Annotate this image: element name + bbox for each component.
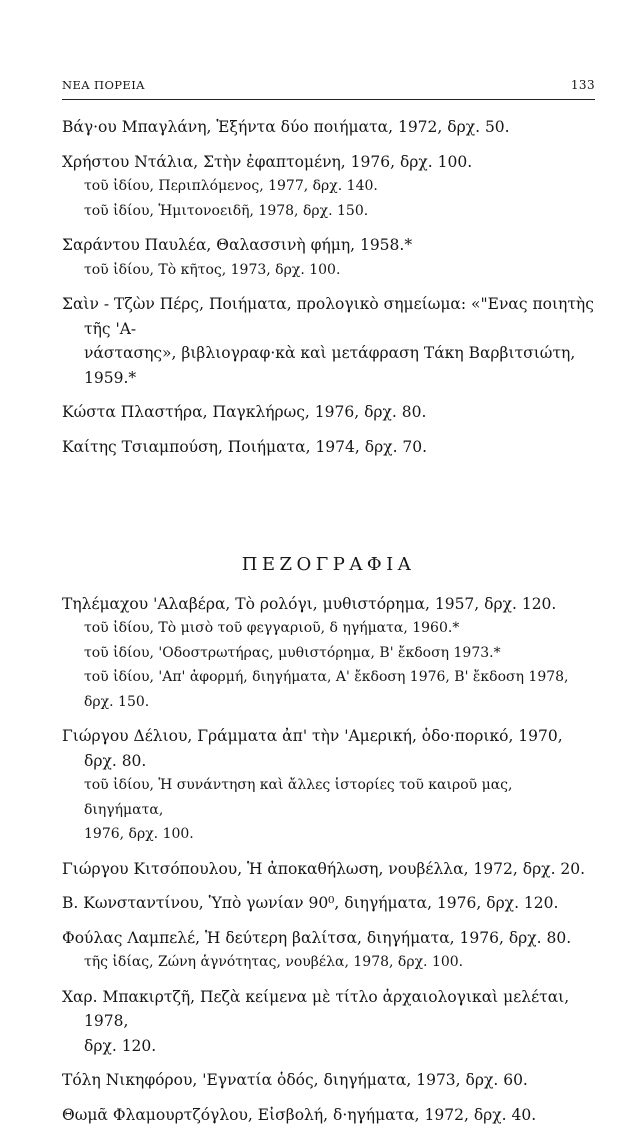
entry-line: Τηλέμαχου 'Αλαβέρα, Τὸ ρολόγι, μυθιστόρημα, 1957, δρχ. 120. bbox=[62, 595, 556, 613]
catalog-entry bbox=[62, 985, 595, 1059]
catalog-entry bbox=[62, 891, 595, 916]
entry-line: νάστασης», βιβλιογραφ·κὰ καὶ μετάφραση Τάκη Βαρβιτσιώτη, 1959.* bbox=[84, 344, 575, 387]
catalog-entry bbox=[62, 435, 595, 460]
entry-line: Θωμᾶ Φλαμουρτζόγλου, Εἰσβολή, δ·ηγήματα, 1972, δρχ. 40. bbox=[62, 1106, 536, 1124]
entry-main-text bbox=[62, 233, 595, 258]
entry-line: Κώστα Πλαστήρα, Παγκλήρως, 1976, δρχ. 80. bbox=[62, 403, 426, 421]
entry-sub-line: δρχ. 150. bbox=[62, 690, 595, 715]
entry-main-text bbox=[62, 891, 595, 916]
entry-main-text bbox=[62, 592, 595, 617]
running-header bbox=[62, 78, 595, 96]
entry-main-text bbox=[62, 985, 595, 1059]
catalog-entry bbox=[62, 592, 595, 715]
catalog-entry bbox=[62, 1103, 595, 1128]
entry-main-text bbox=[62, 1068, 595, 1093]
entry-line: Γιώργου Δέλιου, Γράμματα ἀπ' τὴν 'Αμερική, ὁδο·πορικό, 1970, δρχ. 80. bbox=[62, 727, 563, 770]
entry-sub-line: τοῦ ἰδίου, 'Οδοστρωτήρας, μυθιστόρημα, Β' ἔκδοση 1973.* bbox=[62, 641, 595, 666]
entry-line: δρχ. 120. bbox=[84, 1037, 156, 1055]
entry-main-text bbox=[62, 435, 595, 460]
entry-line: Σαὶν - Τζὼν Πέρς, Ποιήματα, προλογικὸ σημείωμα: «"Ενας ποιητὴς τῆς 'Α- bbox=[62, 295, 594, 338]
entry-sub-line: τοῦ ἰδίου, Τὸ κῆτος, 1973, δρχ. 100. bbox=[62, 258, 595, 283]
prose-list bbox=[62, 592, 595, 1137]
entry-sub-line: τοῦ ἰδίου, 'Απ' ἀφορμή, διηγήματα, Α' ἔκδοση 1976, Β' ἔκδοση 1978, bbox=[62, 665, 595, 690]
catalog-entry bbox=[62, 292, 595, 390]
entry-main-text bbox=[62, 857, 595, 882]
section-title-prose: ΠΕΖΟΓΡΑΦΙΑ bbox=[62, 553, 595, 578]
catalog-entry bbox=[62, 724, 595, 847]
catalog-entry bbox=[62, 1068, 595, 1093]
catalog-entry bbox=[62, 233, 595, 282]
catalog-entry bbox=[62, 857, 595, 882]
entry-sub-line: τοῦ ἰδίου, Τὸ μισὸ τοῦ φεγγαριοῦ, δ ηγήματα, 1960.* bbox=[62, 616, 595, 641]
entry-main-text bbox=[62, 1103, 595, 1128]
entry-line: Βάγ·ου Μπαγλάνη, Ἑξήντα δύο ποιήματα, 1972, δρχ. 50. bbox=[62, 118, 510, 136]
entry-line: Β. Κωνσταντίνου, Ὑπὸ γωνίαν 90⁰, διηγήματα, 1976, δρχ. 120. bbox=[62, 894, 558, 912]
entry-line: Σαράντου Παυλέα, Θαλασσινὴ φήμη, 1958.* bbox=[62, 236, 412, 254]
entry-line: Χαρ. Μπακιρτζῆ, Πεζὰ κείμενα μὲ τίτλο ἀρχαιολογικαὶ μελέται, 1978, bbox=[62, 988, 569, 1031]
entry-main-text bbox=[62, 150, 595, 175]
entry-sub-line: τοῦ ἰδίου, Ἡ συνάντηση καὶ ἄλλες ἱστορίες τοῦ καιροῦ μας, διηγήματα, bbox=[62, 773, 595, 822]
catalog-entry bbox=[62, 926, 595, 975]
catalog-content bbox=[62, 115, 595, 1137]
catalog-entry bbox=[62, 400, 595, 425]
page-number: 133 bbox=[571, 78, 595, 92]
journal-title: ΝΕΑ ΠΟΡΕΙΑ bbox=[62, 78, 145, 92]
entry-sub-line: τοῦ ἰδίου, Ἡμιτονοειδῆ, 1978, δρχ. 150. bbox=[62, 199, 595, 224]
entry-main-text bbox=[62, 926, 595, 951]
entry-sub-line: τῆς ἰδίας, Ζώνη ἁγνότητας, νουβέλα, 1978, δρχ. 100. bbox=[62, 950, 595, 975]
entry-line: Γιώργου Κιτσόπουλου, Ἡ ἀποκαθήλωση, νουβέλλα, 1972, δρχ. 20. bbox=[62, 860, 585, 878]
entry-main-text bbox=[62, 115, 595, 140]
entry-line: Καίτης Τσιαμπούση, Ποιήματα, 1974, δρχ. 70. bbox=[62, 438, 427, 456]
header-rule bbox=[62, 99, 595, 100]
entry-main-text bbox=[62, 724, 595, 773]
entry-line: Χρήστου Ντάλια, Στὴν ἐφαπτομένη, 1976, δρχ. 100. bbox=[62, 153, 472, 171]
entry-sub-line: 1976, δρχ. 100. bbox=[62, 822, 595, 847]
entry-main-text bbox=[62, 400, 595, 425]
entry-main-text bbox=[62, 292, 595, 390]
catalog-entry bbox=[62, 115, 595, 140]
catalog-entry bbox=[62, 150, 595, 224]
entry-line: Τόλη Νικηφόρου, 'Εγνατία ὁδός, διηγήματα, 1973, δρχ. 60. bbox=[62, 1071, 528, 1089]
poetry-list bbox=[62, 115, 595, 469]
entry-line: Φούλας Λαμπελέ, Ἡ δεύτερη βαλίτσα, διηγήματα, 1976, δρχ. 80. bbox=[62, 929, 571, 947]
entry-sub-line: τοῦ ἰδίου, Περιπλόμενος, 1977, δρχ. 140. bbox=[62, 174, 595, 199]
